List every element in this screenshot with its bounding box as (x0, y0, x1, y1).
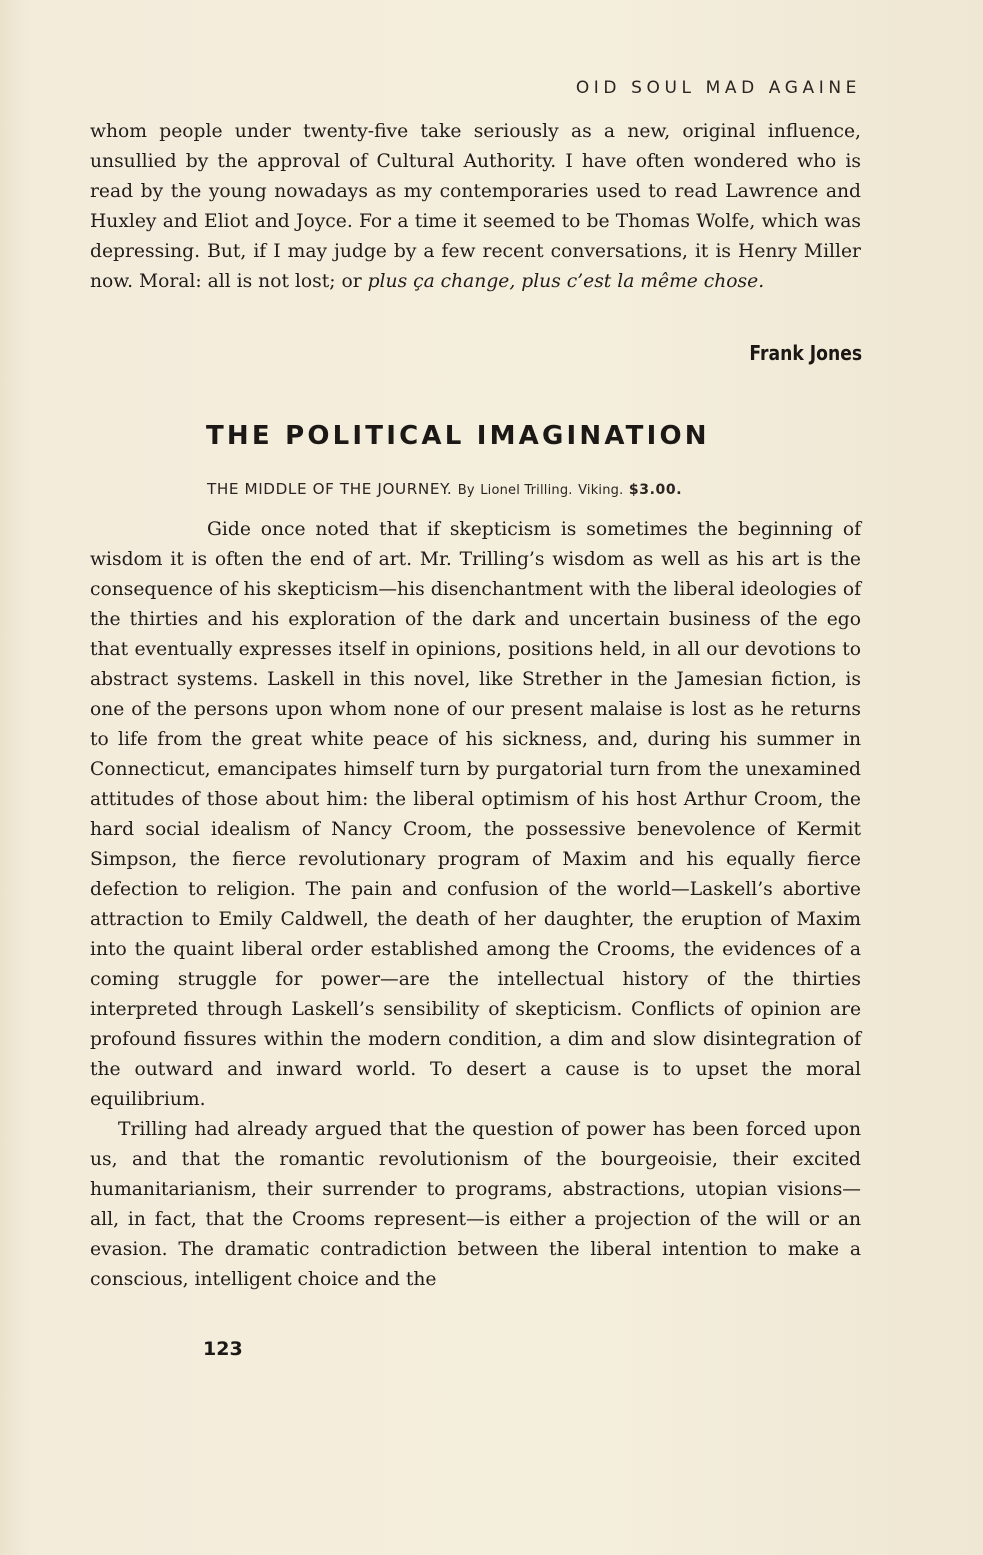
review-section (90, 515, 861, 1295)
book-by: By (457, 483, 475, 498)
intro-section (90, 117, 861, 297)
intro-paragraph-text: whom people under twenty-five take seriously as a new, original influence, unsullied by the approval of Cultural Authority. I have often wondered who is read by the young nowadays as my contemporaries used to read Lawrence and Huxley and Eliot and Joyce. For a time it seemed to be Thomas Wolfe, which was depressing. But, if I may judge by a few recent conversations, it is Henry Miller now. Moral: all is not lost; or (90, 121, 861, 292)
page-number: 123 (203, 1338, 243, 1360)
intro-paragraph-italic-quote: plus ça change, plus c’est la même chose. (367, 271, 765, 292)
book-publisher: Viking. (578, 483, 624, 498)
book-citation (207, 480, 682, 498)
book-price: $3.00. (628, 482, 683, 498)
section-title: THE POLITICAL IMAGINATION (206, 421, 710, 451)
review-paragraph: Trilling had already argued that the question of power has been forced upon us, and that the romantic revolutionism of the bourgeoisie, their excited humanitarianism, their surrender to programs, abstractions, utopian visions—all, in fact, that the Crooms represent—is either a projection of the will or an evasion. The dramatic contradiction between the liberal intention to make a conscious, intelligent choice and the (90, 1119, 861, 1290)
review-paragraph: Gide once noted that if skepticism is sometimes the beginning of wisdom it is often the end of art. Mr. Trilling’s wisdom as well as his art is the consequence of his skepticism—his disenchantment with the liberal ideologies of the thirties and his exploration of the dark and uncertain business of the ego that eventually expresses itself in opinions, positions held, in all our devotions to abstract systems. Laskell in this novel, like Strether in the Jamesian fiction, is one of the persons upon whom none of our present malaise is lost as he returns to life from the great white peace of his sickness, and, during his summer in Connecticut, emancipates himself turn by purgatorial turn from the unexamined attitudes of those about him: the liberal optimism of his host Arthur Croom, the hard social idealism of Nancy Croom, the possessive benevolence of Kermit Simpson, the fierce revolutionary program of Maxim and his equally fierce defection to religion. The pain and confusion of the world—Laskell’s abortive attraction to Emily Caldwell, the death of her daughter, the eruption of Maxim into the quaint liberal order established among the Crooms, the evidences of a coming struggle for power—are the intellectual history of the thirties interpreted through Laskell’s sensibility of skepticism. Conflicts of opinion are profound fissures within the modern condition, a dim and slow disintegration of the outward and inward world. To desert a cause is to upset the moral equilibrium. (90, 519, 861, 1110)
author-signature: Frank Jones (749, 341, 862, 365)
book-title: THE MIDDLE OF THE JOURNEY. (207, 480, 453, 498)
running-head: OID SOUL MAD AGAINE (575, 78, 861, 98)
intro-paragraph (90, 117, 861, 297)
book-author: Lionel Trilling. (480, 483, 573, 498)
